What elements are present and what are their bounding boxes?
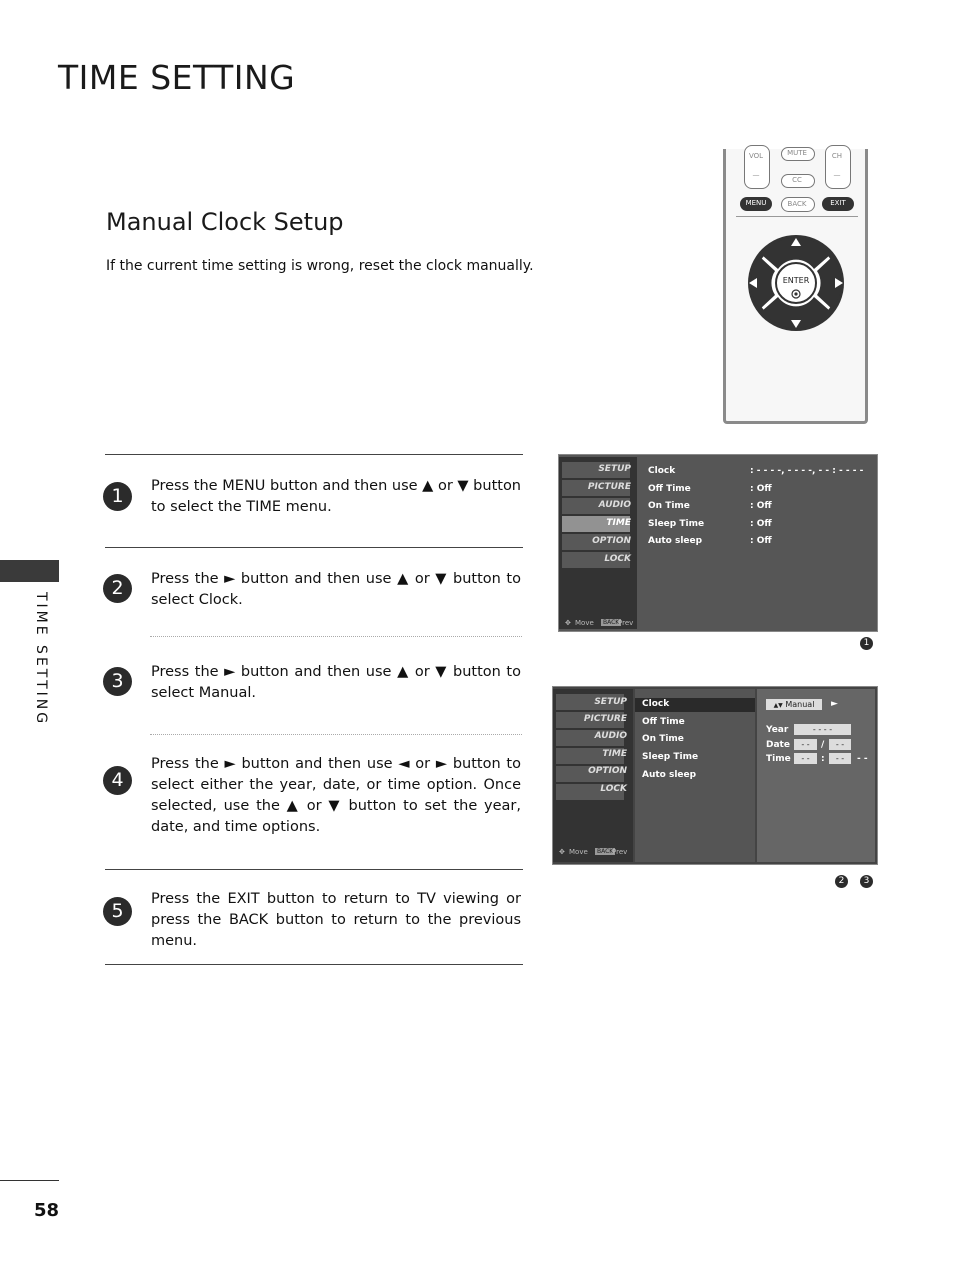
- date-separator: /: [821, 740, 825, 750]
- updown-icon: ▲▼: [773, 702, 783, 709]
- row-auto-sleep: Auto sleep: [642, 770, 697, 780]
- menu-item-setup: SETUP: [594, 697, 627, 707]
- right-arrow-icon: ►: [831, 699, 838, 709]
- row-off-time: Off Time: [642, 717, 685, 727]
- label-year: Year: [766, 725, 789, 735]
- screen-1-marker: 1: [860, 637, 873, 650]
- screen-2-marker-3: 3: [860, 875, 873, 888]
- rule-top: [105, 454, 523, 455]
- enter-label: ENTER: [782, 276, 810, 285]
- step-4-text: Press the ► button and then use ◄ or ► button to select either the year, date, or time option. Once selected, use the ▲ or ▼ button to set the year, date, and time options.: [151, 756, 521, 835]
- time-separator: :: [821, 754, 825, 764]
- move-hint: Move: [575, 619, 594, 627]
- menu-item-lock: LOCK: [600, 784, 627, 794]
- side-tab-bar: [0, 560, 59, 582]
- back-key: BACK: [597, 848, 614, 855]
- vol-label: VOL: [748, 152, 764, 160]
- step-3-text: Press the ► button and then use ▲ or ▼ button to select Manual.: [151, 664, 521, 701]
- side-menu: [559, 457, 637, 629]
- mute-label: MUTE: [787, 149, 807, 157]
- back-label: BACK: [787, 200, 807, 208]
- step-3-number: 3: [103, 667, 132, 696]
- menu-item-picture: PICTURE: [587, 482, 631, 492]
- page-title: TIME SETTING: [58, 58, 296, 97]
- dotted-rule: [150, 636, 522, 637]
- prev-hint: Prev: [612, 848, 628, 856]
- menu-item-audio: AUDIO: [594, 731, 627, 741]
- menu-item-setup: SETUP: [598, 464, 631, 474]
- row-clock: Clock: [648, 466, 676, 476]
- rule-bottom: [105, 964, 523, 965]
- step-1-text: Press the MENU button and then use ▲ or ▼ button to select the TIME menu.: [151, 478, 521, 515]
- month-field: - -: [794, 739, 817, 750]
- cc-label: CC: [792, 176, 802, 184]
- row-on-time: On Time: [648, 501, 690, 511]
- ch-label: CH: [831, 152, 843, 160]
- row-sleep-time: Sleep Time: [642, 752, 699, 762]
- hour-field: - -: [794, 753, 817, 764]
- dotted-rule: [150, 734, 522, 735]
- year-field: - - - -: [794, 724, 851, 735]
- rule-after-step-1: [105, 547, 523, 548]
- off-time-value: : Off: [750, 484, 772, 494]
- label-date: Date: [766, 740, 790, 750]
- row-on-time: On Time: [642, 734, 684, 744]
- remote-divider: [736, 216, 858, 217]
- page-number: 58: [34, 1200, 60, 1221]
- on-time-value: : Off: [750, 501, 772, 511]
- rule-after-step-4: [105, 869, 523, 870]
- step-1-number: 1: [103, 482, 132, 511]
- section-title: Manual Clock Setup: [106, 208, 344, 236]
- side-menu: [553, 689, 633, 862]
- move-icon: ✥: [559, 848, 565, 856]
- day-field: - -: [829, 739, 851, 750]
- step-5-text: Press the EXIT button to return to TV viewing or press the BACK button to return to the previous menu.: [151, 891, 521, 949]
- row-auto-sleep: Auto sleep: [648, 536, 703, 546]
- clock-manual-screen: [552, 686, 878, 865]
- move-icon: ✥: [565, 619, 571, 627]
- vol-down-icon: —: [752, 171, 760, 179]
- menu-item-lock: LOCK: [604, 554, 631, 564]
- back-key: BACK: [603, 619, 620, 626]
- step-4-number: 4: [103, 766, 132, 795]
- menu-item-audio: AUDIO: [598, 500, 631, 510]
- label-time: Time: [766, 754, 791, 764]
- row-off-time: Off Time: [648, 484, 691, 494]
- clock-submenu: [757, 689, 875, 862]
- prev-hint: Prev: [618, 619, 634, 627]
- manual-selector: ▲▼ Manual: [766, 699, 822, 710]
- menu-item-time: TIME: [606, 518, 631, 528]
- minute-field: - -: [829, 753, 851, 764]
- move-hint: Move: [569, 848, 588, 856]
- intro-text: If the current time setting is wrong, reset the clock manually.: [106, 258, 534, 274]
- remote-control: [723, 149, 868, 424]
- step-2-text: Press the ► button and then use ▲ or ▼ button to select Clock.: [151, 571, 521, 608]
- row-clock: Clock: [642, 699, 670, 709]
- auto-sleep-value: : Off: [750, 536, 772, 546]
- menu-item-option: OPTION: [592, 536, 631, 546]
- row-sleep-time: Sleep Time: [648, 519, 705, 529]
- time-menu-screen: [558, 454, 878, 632]
- clock-value: : - - - -, - - - -, - - : - - - -: [750, 466, 864, 476]
- menu-button: MENU: [740, 197, 772, 211]
- screen-2-marker-2: 2: [835, 875, 848, 888]
- menu-item-time: TIME: [602, 749, 627, 759]
- step-5-number: 5: [103, 897, 132, 926]
- page-number-rule: [0, 1180, 59, 1181]
- menu-item-option: OPTION: [588, 766, 627, 776]
- menu-item-picture: PICTURE: [583, 714, 627, 724]
- sleep-time-value: : Off: [750, 519, 772, 529]
- side-label: TIME SETTING: [33, 592, 49, 727]
- ch-down-icon: —: [833, 171, 841, 179]
- step-2-number: 2: [103, 574, 132, 603]
- ampm-field: - -: [857, 754, 868, 764]
- exit-button: EXIT: [822, 197, 854, 211]
